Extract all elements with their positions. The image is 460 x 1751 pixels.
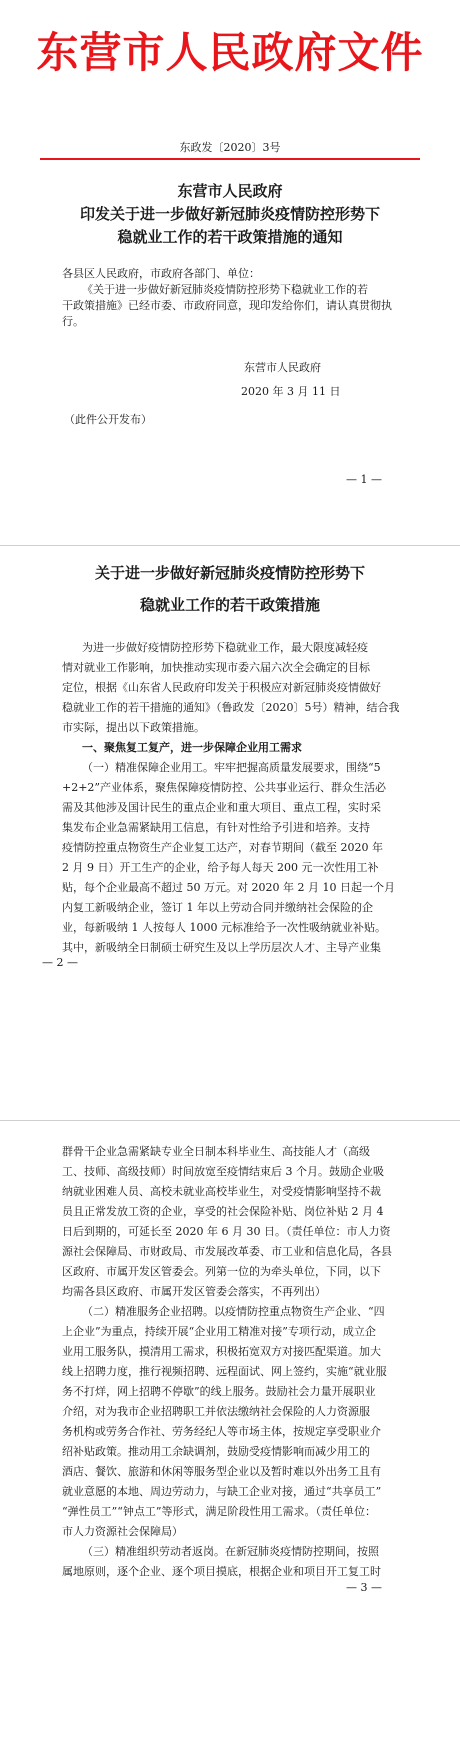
- page-1: [0, 0, 460, 545]
- red-letterhead: 东营市人民政府文件: [36, 28, 424, 77]
- paragraph-line: 源社会保障局、市财政局、市发展改革委、市工业和信息化局，各县: [62, 1245, 392, 1258]
- section-heading: 一、聚焦复工复产，进一步保障企业用工需求: [82, 741, 302, 754]
- paragraph-line: 纳就业困难人员、高校未就业高校毕业生，对受疫情影响坚持不裁: [62, 1185, 381, 1198]
- paragraph-line: 日后到期的，可延长至 2020 年 6 月 30 日。（责任单位：市人力资: [62, 1225, 391, 1238]
- paragraph-line: 介绍，对为我市企业招聘职工并依法缴纳社会保险的人力资源服: [62, 1405, 370, 1418]
- paragraph-line: 情对就业工作影响，加快推动实现市委六届六次全会确定的目标: [62, 661, 370, 674]
- publication-note: （此件公开发布）: [64, 413, 152, 426]
- paragraph-line: 员且正常发放工资的企业，享受的社会保险补贴、岗位补贴 2 月 4: [62, 1205, 384, 1218]
- page-number: — 1 —: [346, 473, 382, 486]
- paragraph-line: “弹性员工”“钟点工”等形式，满足阶段性用工需求。（责任单位：: [62, 1505, 376, 1518]
- paragraph-line: 均需各县区政府、市属开发区管委会落实，不再列出）: [62, 1285, 326, 1298]
- paragraph-line: 定位，根据《山东省人民政府印发关于积极应对新冠肺炎疫情做好: [62, 681, 381, 694]
- paragraph-line: 业，每新吸纳 1 人按每人 1000 元标准给予一次性吸纳就业补贴。: [62, 921, 386, 934]
- paragraph-line: 内复工新吸纳企业，签订 1 年以上劳动合同并缴纳社会保险的企: [62, 901, 373, 914]
- notice-title-line-1: 东营市人民政府: [177, 182, 283, 200]
- paragraph-line: 绍补贴政策。推动用工余缺调剂，鼓励受疫情影响而减少用工的: [62, 1445, 370, 1458]
- paragraph-line: （三）精准组织劳动者返岗。在新冠肺炎疫情防控期间，按照: [82, 1545, 379, 1558]
- paragraph-line: 务不打烊，网上招聘不停歇”的线上服务。鼓励社会力量开展职业: [62, 1385, 376, 1398]
- paragraph-line: 需及其他涉及国计民生的重点企业和重大项目、重点工程，实时采: [62, 801, 381, 814]
- red-divider-line: [40, 158, 420, 160]
- page-2: [0, 545, 460, 1120]
- notice-body-line-1: 《关于进一步做好新冠肺炎疫情防控形势下稳就业工作的若: [82, 283, 368, 296]
- notice-body-line-2: 干政策措施》已经市委、市政府同意，现印发给你们，请认真贯彻执: [62, 299, 392, 312]
- policy-title-line-1: 关于进一步做好新冠肺炎疫情防控形势下: [94, 564, 365, 582]
- paragraph-line: +2+2”产业体系，聚焦保障疫情防控、公共事业运行、群众生活必: [62, 781, 387, 794]
- paragraph-line: 集发布企业急需紧缺用工信息，有针对性给予引进和培养。支持: [62, 821, 370, 834]
- paragraph-line: 业用工服务队，摸清用工需求，积极拓宽双方对接匹配渠道。加大: [62, 1345, 381, 1358]
- paragraph-line: 贴，每个企业最高不超过 50 万元。对 2020 年 2 月 10 日起一个月: [62, 881, 395, 894]
- paragraph-line: 市实际，提出以下政策措施。: [62, 721, 205, 734]
- paragraph-line: 市人力资源社会保障局）: [62, 1525, 183, 1538]
- paragraph-line: 为进一步做好疫情防控形势下稳就业工作，最大限度减轻疫: [82, 641, 368, 654]
- paragraph-line: 酒店、餐饮、旅游和休闲等服务型企业以及暂时难以外出务工且有: [62, 1465, 381, 1478]
- page-number: — 3 —: [346, 1581, 382, 1594]
- paragraph-line: 疫情防控重点物资生产企业复工达产，对春节期间（截至 2020 年: [62, 841, 383, 854]
- document-number: 东政发〔2020〕3号: [179, 141, 281, 154]
- paragraph-line: 区政府、市属开发区管委会。列第一位的为牵头单位，下同，以下: [62, 1265, 381, 1278]
- paragraph-line: 上企业”为重点，持续开展“企业用工精准对接”专项行动，成立企: [62, 1325, 376, 1338]
- issue-date: 2020 年 3 月 11 日: [241, 385, 341, 398]
- page-3: [0, 1120, 460, 1751]
- paragraph-line: 工、技师、高级技师）时间放宽至疫情结束后 3 个月。鼓励企业吸: [62, 1165, 384, 1178]
- paragraph-line: （一）精准保障企业用工。牢牢把握高质量发展要求，围绕“5: [82, 761, 381, 774]
- paragraph-line: 务机构或劳务合作社、劳务经纪人等市场主体，按规定享受职业介: [62, 1425, 381, 1438]
- paragraph-line: 群骨干企业急需紧缺专业全日制本科毕业生、高技能人才（高级: [62, 1145, 370, 1158]
- addressee: 各县区人民政府，市政府各部门、单位：: [62, 267, 260, 280]
- paragraph-line: 就业意愿的本地、周边劳动力，与缺工企业对接，通过“共享员工”: [62, 1485, 382, 1498]
- page-number: — 2 —: [42, 956, 78, 969]
- paragraph-line: 2 月 9 日）开工生产的企业，给予每人每天 200 元一次性用工补: [62, 861, 379, 874]
- paragraph-line: （二）精准服务企业招聘。以疫情防控重点物资生产企业、“四: [82, 1305, 385, 1318]
- paragraph-line: 稳就业工作的若干措施的通知》（鲁政发〔2020〕5号）精神，结合我: [62, 701, 400, 714]
- paragraph-line: 属地原则，逐个企业、逐个项目摸底，根据企业和项目开工复工时: [62, 1565, 381, 1578]
- notice-title-line-3: 稳就业工作的若干政策措施的通知: [117, 228, 343, 246]
- policy-title-line-2: 稳就业工作的若干政策措施: [139, 596, 320, 614]
- paragraph-line: 其中，新吸纳全日制硕士研究生及以上学历层次人才、主导产业集: [62, 941, 381, 954]
- notice-body-line-3: 行。: [62, 315, 84, 328]
- paragraph-line: 线上招聘力度，推行视频招聘、远程面试、网上签约，实施“就业服: [62, 1365, 387, 1378]
- notice-title-line-2: 印发关于进一步做好新冠肺炎疫情防控形势下: [79, 205, 380, 223]
- signature: 东营市人民政府: [244, 361, 321, 374]
